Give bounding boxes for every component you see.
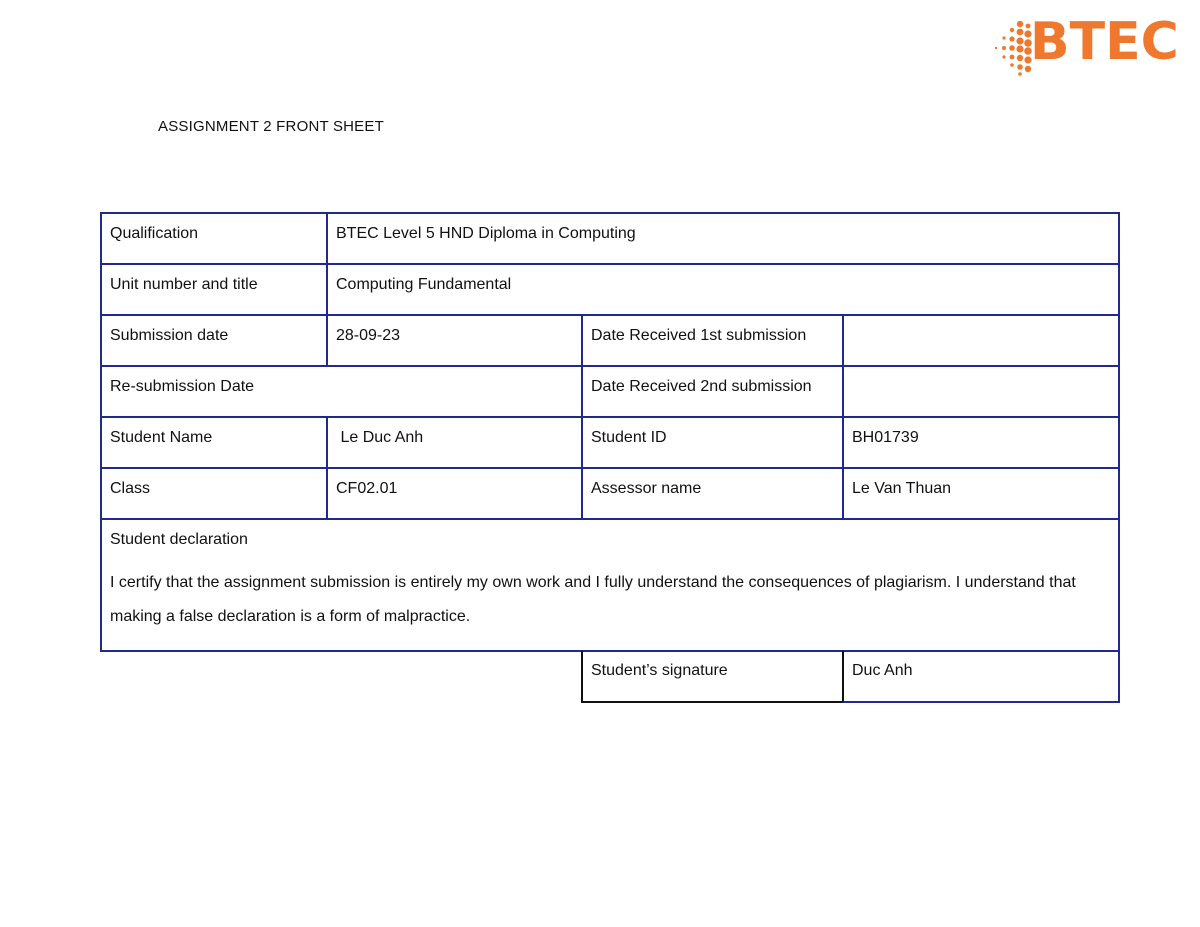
date-received-1-label: Date Received 1st submission — [581, 314, 842, 366]
submission-date-value: 28-09-23 — [326, 314, 581, 366]
declaration-heading: Student declaration — [110, 531, 248, 548]
assessor-value: Le Van Thuan — [842, 467, 1120, 519]
student-name-label: Student Name — [100, 416, 326, 468]
btec-dots-icon — [990, 20, 1034, 76]
class-value: CF02.01 — [326, 467, 581, 519]
qualification-value: BTEC Level 5 HND Diploma in Computing — [326, 212, 1120, 264]
resubmission-date-label: Re-submission Date — [100, 365, 326, 417]
unit-value: Computing Fundamental — [326, 263, 1120, 315]
resubmission-date-value — [326, 365, 581, 417]
student-id-value: BH01739 — [842, 416, 1120, 468]
date-received-1-value — [842, 314, 1120, 366]
declaration-text: I certify that the assignment submission is entirely my own work and I fully understand the consequences of plagiarism. I understand that making a false declaration is a form of malpractice. — [110, 574, 1076, 625]
assessor-label: Assessor name — [581, 467, 842, 519]
signature-label: Student’s signature — [581, 651, 842, 703]
qualification-label: Qualification — [100, 212, 326, 264]
student-id-label: Student ID — [581, 416, 842, 468]
date-received-2-value — [842, 365, 1120, 417]
student-declaration-box — [100, 518, 1120, 652]
submission-date-label: Submission date — [100, 314, 326, 366]
btec-logo-text: BTEC — [1030, 12, 1179, 72]
btec-logo — [990, 12, 1180, 78]
date-received-2-label: Date Received 2nd submission — [581, 365, 842, 417]
unit-label: Unit number and title — [100, 263, 326, 315]
signature-value: Duc Anh — [842, 651, 1120, 703]
student-name-value: Le Duc Anh — [326, 416, 581, 468]
page-title: ASSIGNMENT 2 FRONT SHEET — [158, 118, 384, 135]
class-label: Class — [100, 467, 326, 519]
